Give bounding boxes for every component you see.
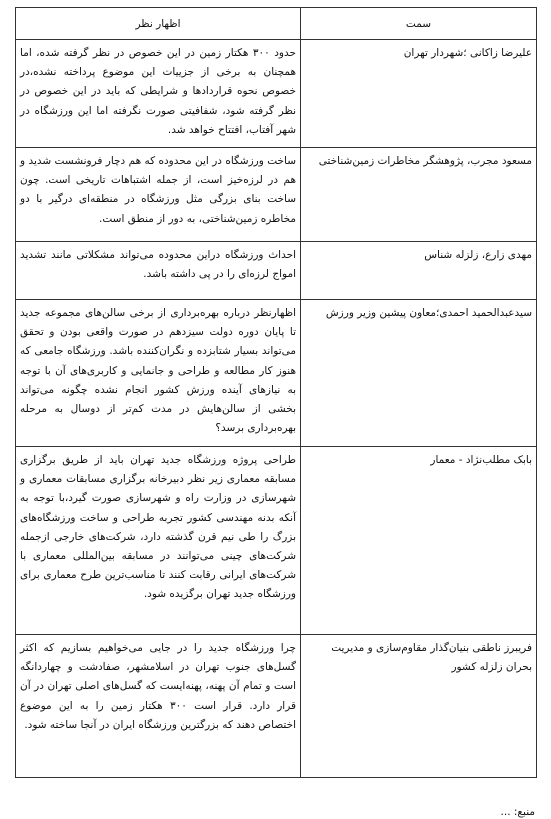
table-row	[16, 40, 537, 148]
opinion-cell: حدود ۳۰۰ هکتار زمین در این خصوص در نظر گرفته شده، اما همچنان به برخی از جزییات این موضوع پرداخته نشده،در خصوص نحوه قراردادها و شرایطی که باید در این خصوص در نظر گرفته شود، شفافیتی صورت نگرفته اما این ورزشگاه در شهر آفتاب، افتتاح خواهد شد.	[16, 40, 301, 148]
role-cell: مهدی زارع، زلزله شناس	[301, 242, 537, 300]
table-row	[16, 300, 537, 447]
role-cell: علیرضا زاکانی ؛شهردار تهران	[301, 40, 537, 148]
role-cell: مسعود مجرب، پژوهشگر مخاطرات زمین‌شناختی	[301, 148, 537, 242]
table-row	[16, 148, 537, 242]
table-row	[16, 447, 537, 635]
role-cell: سیدعبدالحمید احمدی؛معاون پیشین وزیر ورزش	[301, 300, 537, 447]
opinion-cell: اظهارنظر درباره بهره‌برداری از برخی سالن‌های مجموعه جدید تا پایان دوره دولت سیزدهم در صورت واقعی بودن و تحقق می‌تواند بسیار شتابزده و نگران‌کننده باشد. ورزشگاه جامعی که هنوز کار مطالعه و طراحی و جانمایی و کاربری‌های آن با توجه به نیازهای آینده ورزش کشور انجام نشده چگونه می‌تواند بخشی از سالن‌هایش در مدت کم‌تر از دوسال به مرحله بهره‌برداری برسد؟	[16, 300, 301, 447]
footer-note: منبع: ...	[500, 806, 535, 818]
header-role: سمت	[301, 8, 537, 40]
table-header-row	[16, 8, 537, 40]
table-row	[16, 242, 537, 300]
document-page	[16, 7, 537, 778]
role-cell: فریبرز ناطقی بنیان‌گذار مقاوم‌سازی و مدیریت بحران زلزله کشور	[301, 635, 537, 778]
header-opinion: اظهار نظر	[16, 8, 301, 40]
opinion-cell: چرا ورزشگاه جدید را در جایی می‌خواهیم بسازیم که اکثر گسل‌های جنوب تهران در اسلامشهر، صفادشت و چهاردانگه است و تمام آن پهنه، پهنه‌ایست که گسل‌های اصلی تهران در آن قرار دارد. قرار است ۳۰۰ هکتار زمین را به این موضوع اختصاص دهند که بزرگترین ورزشگاه ایران در آنجا ساخته شود.	[16, 635, 301, 778]
opinion-cell: طراحی پروژه ورزشگاه جدید تهران باید از طریق برگزاری مسابقه معماری زیر نظر دبیرخانه برگزاری مسابقات معماری و شهرسازی در وزارت راه و شهرسازی صورت گیرد،با توجه به آنکه بدنه مهندسی کشور تجربه طراحی و ساخت ورزشگاه‌های بزرگ را طی نیم قرن گذشته دارد، شرکت‌های خارجی ازجمله شرکت‌های چینی می‌توانند در مسابقه بین‌المللی معماری با شرکت‌های ایرانی رقابت کنند تا مناسب‌ترین طرح معماری برای ورزشگاه جدید تهران برگزیده شود.	[16, 447, 301, 635]
opinion-cell: احداث ورزشگاه دراین محدوده می‌تواند مشکلاتی مانند تشدید امواج لرزه‌ای را در پی داشته باشد.	[16, 242, 301, 300]
opinions-table	[15, 7, 537, 778]
table-row	[16, 635, 537, 778]
opinion-cell: ساخت ورزشگاه در این محدوده که هم دچار فرونشست شدید و هم در لرزه‌خیز است، از جمله اشتباهات تاریخی است. چون ساخت بنای بزرگی مثل ورزشگاه در منطقه‌ای درگیر با دو مخاطره زمین‌شناختی، به دور از منطق است.	[16, 148, 301, 242]
role-cell: بابک مطلب‌نژاد - معمار	[301, 447, 537, 635]
